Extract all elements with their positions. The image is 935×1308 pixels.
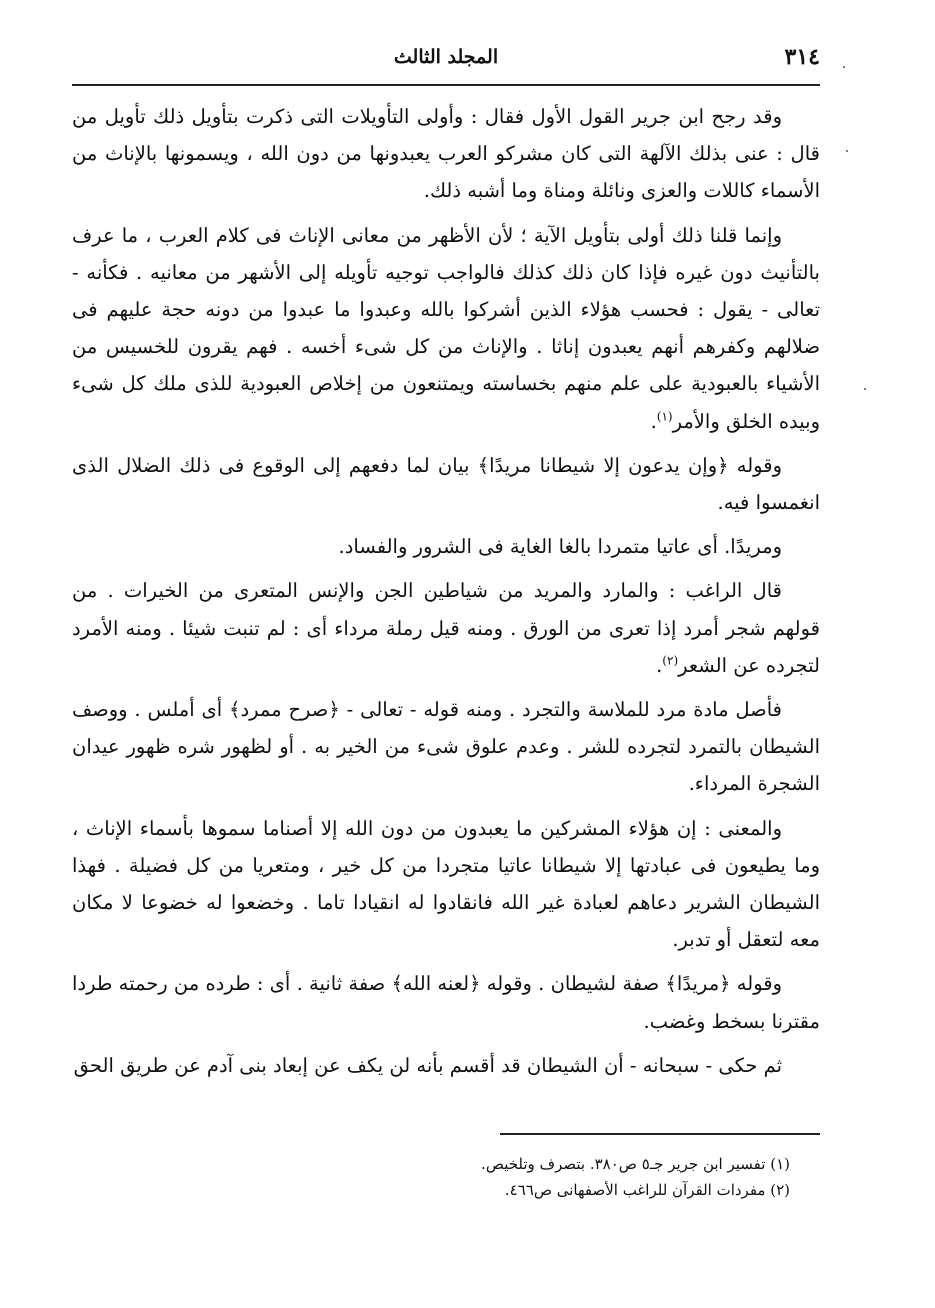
paragraph-text: وقوله ﴿مريدًا﴾ صفة لشيطان . وقوله ﴿لعنه الله﴾ صفة ثانية . أى : طرده من رحمته طردا مقترنا بسخط وغضب. <box>72 972 820 1033</box>
paragraph-text: والمعنى : إن هؤلاء المشركين ما يعبدون من دون الله إلا أصناما سموها بأسماء الإناث ، وما يطيعون فى عبادتها إلا شيطانا عاتيا متجردا من كل خير ، ومتعريا من كل فضيلة . فهذا الشيطان الشرير دعاهم لعبادة غير الله فانقادوا له انقيادا تاما . وخضعوا له خضوعا لا مكان معه لتعقل أو تدبر. <box>72 816 820 952</box>
running-title: المجلد الثالث <box>393 46 499 68</box>
footnote-ref-2: (٢) <box>662 653 679 668</box>
body-text <box>72 98 820 1084</box>
paragraph-text: وقوله ﴿وإن يدعون إلا شيطانا مريدًا﴾ بيان لما دفعهم إلى الوقوع فى ذلك الضلال الذى انغمسوا فيه. <box>72 453 820 515</box>
paragraph-text: وقد رجح ابن جرير القول الأول فقال : وأولى التأويلات التى ذكرت بتأويل ذلك تأويل من قال : عنى بذلك الآلهة التى كان مشركو العرب يعبدونها من دون الله ، ويسمونها بالإناث من الأسماء كاللات والعزى ونائلة ومناة وما أشبه ذلك. <box>72 105 820 203</box>
page-number: ٣١٤ <box>784 44 820 70</box>
paragraph-tail: . <box>650 409 657 433</box>
footnote-2: (٢) مفردات القرآن للراغب الأصفهانى ص٤٦٦. <box>504 1181 790 1199</box>
paragraph-root-meaning <box>72 691 820 803</box>
scan-speck <box>864 388 866 390</box>
paragraph-grammar <box>72 965 820 1039</box>
paragraph-continuation <box>72 1047 820 1084</box>
paragraph-text: وإنما قلنا ذلك أولى بتأويل الآية ؛ لأن الأظهر من معانى الإناث فى كلام العرب ، ما عرف بالتأنيث دون غيره فإذا كان ذلك كذلك فالواجب توجيه تأويله إلى الأشهر من معانيه . فكأنه - تعالى - يقول : فحسب هؤلاء الذين أشركوا بالله وعبدوا ما عبدوا من دونه حجة عليهم فى ضلالهم وكفرهم أنهم يعبدون إناثا . والإناث من كل شىء أخسه . فهم يقرون للخسيس من الأشياء بالعبودية على علم منهم بخساسته ويمتنعون من إخلاص العبودية للذى ملك كل شىء وبيده الخلق والأمر <box>72 223 820 433</box>
paragraph-raghib <box>72 572 820 684</box>
paragraph-text: ثم حكى - سبحانه - أن الشيطان قد أقسم بأنه لن يكف عن إبعاد بنى آدم عن طريق الحق <box>73 1053 782 1077</box>
paragraph-text: قال الراغب : والمارد والمريد من شياطين الجن والإنس المتعرى من الخيرات . من قولهم شجر أمرد إذا تعرى من الورق . ومنه قيل رملة مرداء أى : لم تنبت شيئا . ومنه الأمرد لتجرده عن الشعر <box>72 579 820 677</box>
paragraph-verse-shaitan <box>72 447 820 521</box>
paragraph-mareed-meaning <box>72 528 820 565</box>
paragraph-text: ومريدًا. أى عاتيا متمردا بالغا الغاية فى الشرور والفساد. <box>338 535 782 559</box>
footnote-1: (١) تفسير ابن جرير جـ٥ ص٣٨٠. بتصرف وتلخيص. <box>481 1155 790 1173</box>
scan-speck <box>843 66 845 68</box>
paragraph-ibn-jarir-opinion <box>72 98 820 210</box>
footnote-rule <box>500 1133 820 1135</box>
footnotes <box>72 1151 790 1203</box>
page-header <box>72 40 820 80</box>
paragraph-text: فأصل مادة مرد للملاسة والتجرد . ومنه قوله - تعالى - ﴿صرح ممرد﴾ أى أملس . ووصف الشيطان بالتمرد لتجرده للشر . وعدم علوق شىء من الخير به . أو لظهور شره ظهور عيدان الشجرة المرداء. <box>72 698 820 796</box>
header-rule <box>72 84 820 86</box>
footnote-ref-1: (١) <box>656 409 673 424</box>
paragraph-overall-meaning <box>72 810 820 959</box>
paragraph-explanation <box>72 217 820 440</box>
paragraph-tail: . <box>656 653 663 677</box>
scan-speck <box>846 150 848 152</box>
